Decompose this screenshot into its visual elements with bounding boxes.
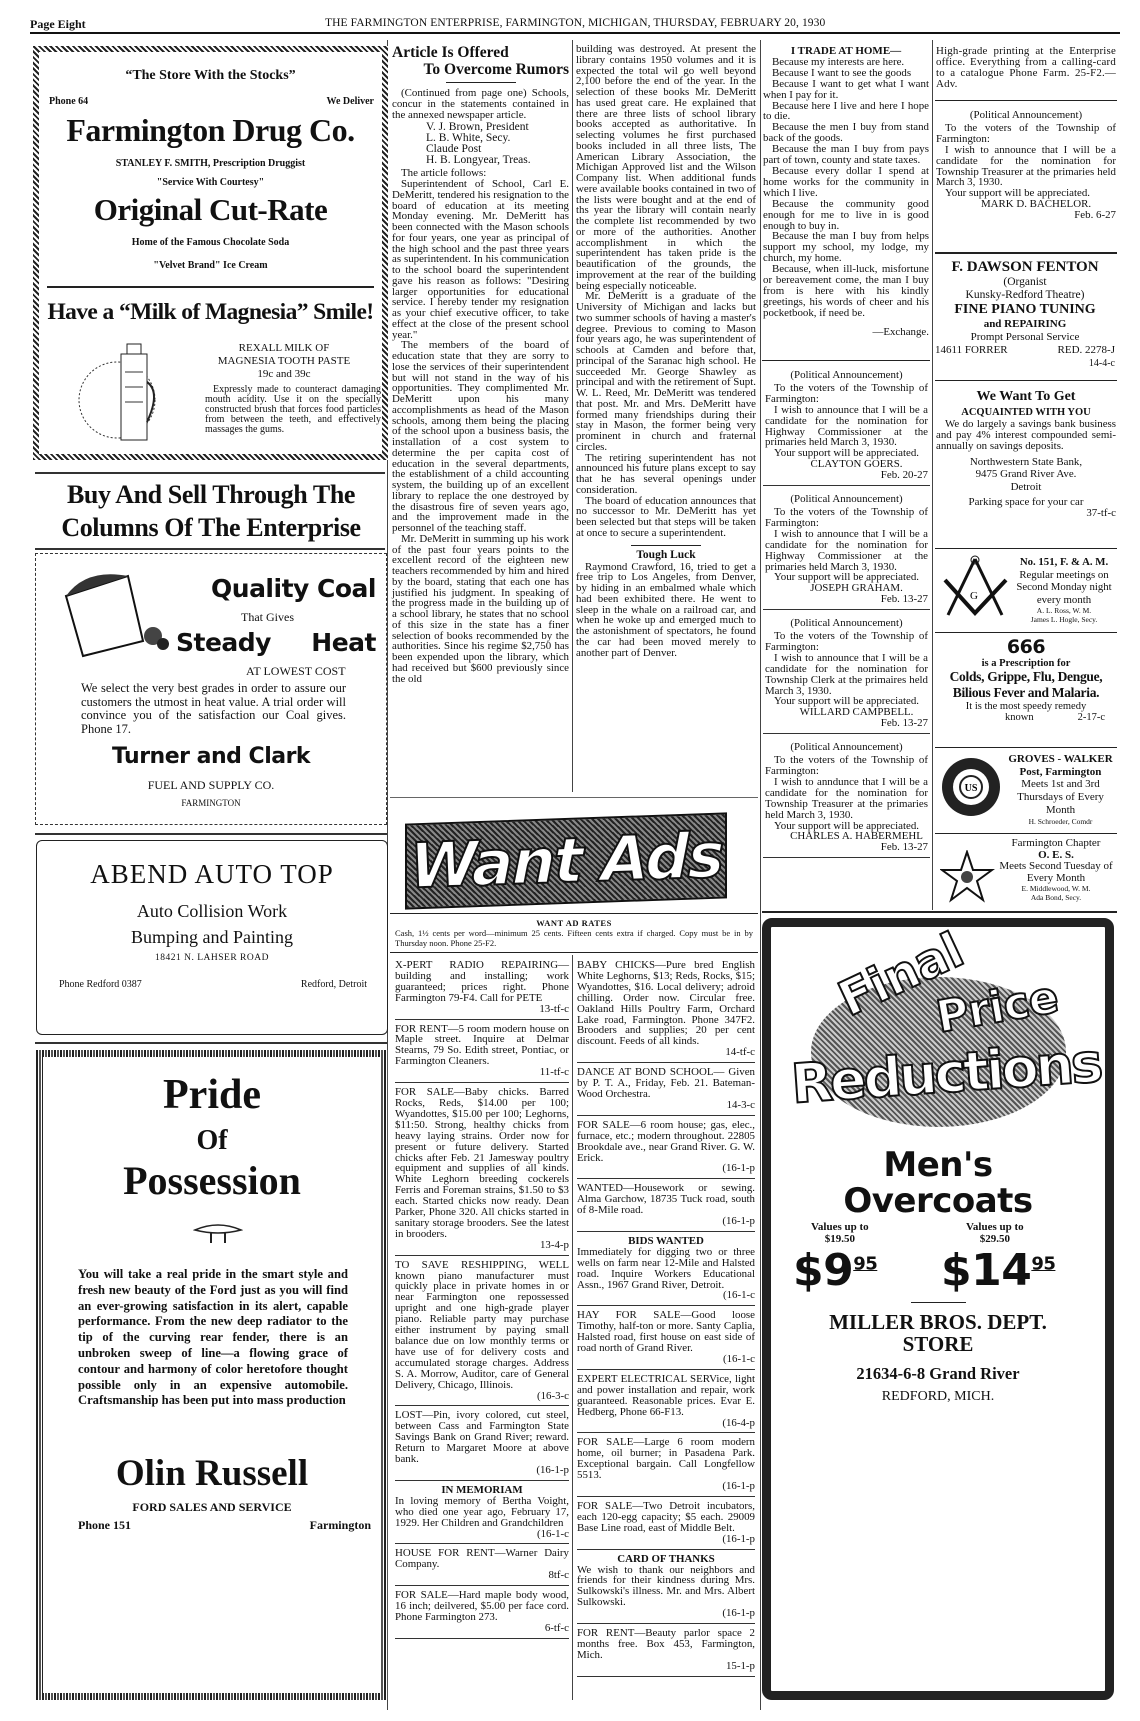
want-ads-title: Want Ads (409, 818, 723, 903)
quality-coal-heading: Quality Coal (211, 574, 376, 603)
secretary: Ada Bond, Secy. (1030, 893, 1082, 902)
signers (392, 122, 569, 166)
paragraph: The members of the board of education state that they are sorry to lose the services of their superintendent but will not stand in the way of his opportunities. They complimented Mr. DeMeritt upon his many accomplishments as head of the Mason schools, among them being the placing of the school upon a business basis, the installation of a cost system to determine the per capita cost of education in the several departments, the establishment of a child accounting system, the building up of an excellent library to replace the one destroyed by the disastrous fire of seven years ago, and the improvement made in the personnel of the teaching staff. (392, 339, 569, 534)
slogan: “The Store With the Stocks” (125, 68, 296, 83)
deliver-note: We Deliver (326, 96, 374, 107)
address: 18421 N. LAHSER ROAD (155, 953, 269, 963)
column-rule (932, 40, 933, 910)
want-ad (395, 1083, 569, 1256)
want-ad (577, 1306, 755, 1370)
candidate-name: CHARLES A. HABERMEHL (790, 830, 923, 843)
overcoat-sale-ad (762, 918, 1114, 1700)
divider (47, 286, 374, 288)
value-label: Values up to (811, 1221, 869, 1233)
meeting-schedule: Regular meetings on Second Monday night every month (1016, 568, 1112, 606)
salutation: To the voters of the Township of Farmington: (936, 121, 1116, 145)
secretary: James L. Hogle, Secy. (1030, 615, 1098, 624)
want-ad (395, 1544, 569, 1586)
article-column-2 (576, 44, 756, 658)
paragraph: Because the community good enough for me to live in is good enough to buy in. (763, 197, 929, 232)
chapter-name: Farmington Chapter (1011, 837, 1101, 849)
want-ad-text: LOST—Pin, ivory colored, cut steel, between Cass and Farmington State Savings Bank on Grand River; reward. Return to Margaret Moore at above bank. (395, 1409, 569, 1466)
price-word: Price (932, 971, 1062, 1044)
ford-description: You will take a real pride in the smart style and fresh new beauty of the Ford just as you will find an ever-growing satisfaction in its alert, capable performance. From the new deep radiator to the tip of the curving rear fender, there is an unbroken sweep of line—a flowing grace of contour and harmony of color heretofore thought possible only in an expensive automobile. Craftsmanship has been put into mass production (78, 1267, 348, 1408)
paragraph: Because I want to get what I want when I pay for it. (763, 77, 929, 101)
want-ad (395, 1256, 569, 1407)
want-ad (395, 1586, 569, 1639)
want-ad-code: (16-3-c (536, 1389, 569, 1402)
coal-ad (35, 553, 387, 825)
business-name: ABEND AUTO TOP (90, 859, 334, 889)
divider (762, 911, 1117, 913)
want-ads-banner (405, 812, 727, 909)
banner-line-2: Columns Of The Enterprise (61, 513, 361, 542)
tuning-service: FINE PIANO TUNING (954, 302, 1096, 317)
bank-address: 9475 Grand River Ave. (975, 468, 1077, 481)
signer: V. J. Brown, President (426, 121, 529, 134)
support-line: Your support will be appreciated. (774, 695, 919, 708)
meeting-schedule: Meets 1st and 3rd Thursdays of Every Month (1017, 778, 1104, 816)
salutation: To the voters of the Township of Farmington: (765, 381, 928, 405)
heat-heading: Heat (311, 628, 376, 657)
masthead-title: THE FARMINGTON ENTERPRISE, FARMINGTON, MICHIGAN, THURSDAY, FEBRUARY 20, 1930 (325, 17, 826, 29)
support-line: Your support will be appreciated. (774, 571, 919, 584)
divider (35, 833, 387, 835)
want-ad-code: (16-1-p (536, 1463, 569, 1476)
value-amount: $29.50 (979, 1233, 1010, 1245)
political-announcement (763, 486, 930, 610)
column-rule (760, 40, 761, 1710)
announcement-body: I wish to announce that I will be a candidate for the nomination for Highway Commissioner at the primaries held March 3, 1930. (765, 527, 928, 573)
announcement-date: Feb. 20-27 (880, 469, 928, 482)
divider (35, 548, 385, 550)
town: Redford, Detroit (300, 979, 367, 990)
supply-company: FUEL AND SUPPLY CO. (147, 778, 275, 792)
cut-rate-heading: Original Cut-Rate (93, 192, 328, 227)
paragraph: Because every dollar I spend at home works for the community in which I live. (763, 164, 929, 199)
product-name-2: MAGNESIA TOOTH PASTE (217, 355, 351, 367)
paragraph: Because the man I buy from pays part of town, county and state taxes. (763, 143, 929, 167)
want-ad-text: HAY FOR SALE—Good loose Timothy, half-ton or more. Santy Caplia, Halsted road, first house on east side of road north of Grand River. (577, 1309, 755, 1355)
announcement-heading: (Political Announcement) (790, 493, 903, 506)
overcoats-heading: Overcoats (843, 1181, 1033, 1221)
value-2 (966, 1221, 1024, 1245)
candidate-name: JOSEPH GRAHAM. (810, 582, 903, 595)
announcement-heading: (Political Announcement) (969, 109, 1083, 121)
want-ad-code: 13-tf-c (539, 1002, 569, 1015)
toothpaste-illustration (77, 342, 177, 452)
political-announcements (763, 362, 930, 858)
want-ad-text: FOR RENT—5 room modern house on Maple street. Inquire at Delmar Stearns, 79 So. Edith street, Pontiac, or Farmington Cleaners. (395, 1022, 569, 1068)
price-1 (793, 1245, 877, 1296)
phone: Phone Redford 0387 (59, 979, 142, 990)
want-ad-code: 13-4-p (539, 1238, 569, 1251)
bank-body: We do largely a savings bank business and pay 4% interest compounded semi-annually on savings deposits. (936, 418, 1116, 452)
want-ad-text: EXPERT ELECTRICAL SERVice, light and power installation and repair, work guaranteed. Reasonable prices. Evar E. Hedberg, Phone 66-F13. (577, 1372, 755, 1418)
value-1 (811, 1221, 869, 1245)
paragraph: Because, when ill-luck, misfortune or bereavement come, the man I buy from is here with his kindly greetings, his words of cheer and his pocketbook, if need be. (763, 263, 929, 319)
column-rule (572, 955, 573, 1700)
trade-lines (763, 57, 929, 319)
want-ad (395, 956, 569, 1020)
divider (935, 252, 1117, 254)
piano-tuning-ad (935, 258, 1115, 370)
support-line: Your support will be appreciated. (774, 819, 919, 832)
tuner-theatre: Kunsky-Redford Theatre) (965, 289, 1085, 301)
want-ad-code: 14-tf-c (725, 1046, 755, 1059)
want-ad-code: 15-1-p (725, 1659, 755, 1672)
announcement-heading: (Political Announcement) (790, 617, 903, 630)
remedy-ad (935, 636, 1117, 723)
want-ad-code: 8tf-c (548, 1569, 569, 1582)
service-line-2: Bumping and Painting (131, 927, 293, 947)
want-ad-text: We wish to thank our neighbors and friends for their kindness during Mrs. Sulkowski's illness. Mr. and Mrs. Albert Sulkowski. (577, 1563, 755, 1609)
auto-top-ad (36, 840, 388, 1035)
announcement-body: I wish to announce that I will be a candidate for the nomination for Highway Commissioner at the primaries held March 3, 1930. (765, 403, 928, 449)
bank-city: Detroit (1010, 480, 1042, 493)
of-heading: Of (196, 1125, 228, 1156)
remedy-ills-1: Colds, Grippe, Flu, Dengue, (949, 669, 1103, 684)
want-ad-text: FOR SALE—Large 6 room modern home, oil burner; in Pasadena Park. Exceptional bargain. Call Longfellow 5513. (577, 1436, 755, 1482)
want-ad-title: IN MEMORIAM (441, 1483, 523, 1496)
worthy-matron: E. Middlewood, W. M. (1021, 884, 1091, 893)
product-price: 19c and 39c (257, 368, 311, 380)
bank-ad (936, 388, 1116, 519)
divider (935, 833, 1117, 834)
want-ad-code: (16-1-c (722, 1353, 755, 1365)
masthead-rule (30, 32, 1120, 34)
firm-name: Turner and Clark (111, 744, 311, 769)
drug-store-ad (33, 46, 388, 460)
tough-luck-body: Raymond Crawford, 16, tried to get a free trip to Los Angeles, from Denver, by hiding in an embalmed whale which had been exhibited there. He went to sleep in the whale on a railroad car, and when he woke up and emerged much to the astonishment of spectators, he found the car had been moved merely to another part of Denver. (576, 560, 756, 659)
divider (35, 1042, 387, 1044)
want-ad (577, 1179, 755, 1232)
store-name-2: STORE (902, 1332, 974, 1356)
announcement-body: I wish to anndunce that I will be a candidate for the nomination for Township Treasurer at the primaries held March 3, 1930. (765, 775, 928, 821)
price-2 (941, 1245, 1055, 1296)
repair-service: and REPAIRING (983, 318, 1067, 330)
remedy-ills-2: Bilious Fever and Malaria. (952, 685, 1100, 700)
divider (935, 747, 1117, 748)
remedy-number: 666 (1006, 636, 1046, 658)
want-ad-text: In loving memory of Bertha Voight, who died one year ago, February 17, 1929. Her Children and Grandchildren (395, 1494, 569, 1529)
mens-heading: Men's (883, 1145, 993, 1185)
price-dollars: $14 (941, 1245, 1032, 1296)
soda-line: Home of the Famous Chocolate Soda (131, 237, 290, 248)
owner: STANLEY F. SMITH, Prescription Druggist (115, 158, 306, 169)
ice-cream-line: "Velvet Brand" Ice Cream (153, 260, 268, 271)
trade-source: —Exchange. (872, 325, 929, 338)
price-dollars: $9 (793, 1245, 854, 1296)
bachelor-announcement (936, 110, 1116, 221)
want-ad (577, 1433, 755, 1497)
article-body (392, 168, 569, 684)
commander: H. Schroeder, Comdr (1028, 816, 1093, 826)
parking-note: Parking space for your car (968, 496, 1084, 509)
want-ad (577, 956, 755, 1063)
paragraph: The article follows: (401, 167, 487, 180)
divider (390, 913, 758, 914)
coal-bag-illustration (58, 566, 173, 661)
want-ads-column-2 (577, 956, 755, 1677)
store-city: REDFORD, MICH. (881, 1389, 995, 1404)
product-info (189, 342, 379, 381)
remedy-speedy: It is the most speedy remedy (965, 701, 1087, 712)
salutation: To the voters of the Township of Farmington: (765, 630, 928, 653)
candidate-name: CLAYTON GOERS. (810, 458, 903, 471)
want-ad (395, 1020, 569, 1084)
political-announcement (763, 734, 930, 858)
reductions-word: Reductions (789, 1031, 1103, 1116)
want-ad-code: 6-tf-c (544, 1621, 569, 1634)
post-name: GROVES - WALKER (1008, 753, 1113, 765)
want-ad-code: (16-1-c (536, 1527, 569, 1540)
ad-code: 2-17-c (1077, 712, 1105, 723)
rates-text: Cash, 1½ cents per word—minimum 25 cents. Fifteen cents extra if charged. Copy must be in by Thursday noon. Phone 25-F2. (395, 928, 753, 948)
price-cents: 95 (1031, 1253, 1056, 1275)
eastern-star-emblem-icon (940, 850, 995, 905)
paragraph: Because here I live and here I hope to die. (763, 99, 929, 123)
paragraph: building was destroyed. At present the library contains 1950 volumes and it is expected the total wil go well beyond 2,100 before the end of the year. In the selection of these books Mr. DeMeritt has used great care. He explained that there are three lists of school library books accepted as authoritative. In selecting volumes he first purchased books included in all three lists, The American Library Association, the Michigan Approved list and the Wilson Company list. When additional funds were available books contained in two of the lists were bought and at the end of ths year the library will contain nearly the complete list recommended by two or more of the authorities. Another accomplishment in which the superintendent has taken pride is the beautification of the grounds, the improvement at the rear of the building being especially noticeable. (576, 43, 756, 292)
that-gives: That Gives (241, 610, 294, 624)
dealer-phone: Phone 151 (78, 1518, 132, 1532)
pride-heading: Pride (163, 1072, 261, 1118)
value-label: Values up to (966, 1221, 1024, 1233)
bank-subtitle: ACQUAINTED WITH YOU (961, 407, 1091, 418)
legion-post-notice (1003, 753, 1118, 826)
want-ad (577, 1116, 755, 1180)
remedy-line: is a Prescription for (981, 658, 1071, 669)
want-ad-text: HOUSE FOR RENT—Warner Dairy Company. (395, 1547, 569, 1571)
ad-code: 14-4-c (1088, 358, 1115, 369)
want-ad-title: BIDS WANTED (628, 1234, 704, 1247)
announcement-heading: (Political Announcement) (790, 369, 903, 381)
want-ad-code: (16-1-p (722, 1215, 755, 1228)
want-ad-text: X-PERT RADIO REPAIRING— building and installing; work guaranteed; prices right. Phone Farmington 79-F4. Call for PETE (395, 959, 569, 1004)
want-ad-text: TO SAVE RESHIPPING, WELL known piano manufacturer must quickly place in private homes in or near Farmington one repossessed upright and one high-grade player piano. Reliable party may purchase either instrument by paying small balance due on low monthly terms or have use of for delivery costs and accumulated storage charges. Address S. A. Morrow, Auditor, care of General Delivery, Chicago, Illinois. (395, 1258, 569, 1391)
signer: H. B. Longyear, Treas. (426, 154, 531, 167)
announcement-body: I wish to announce that I will be a candidate for the nomination for Township Treasurer at the primaries held March 3, 1930. (936, 143, 1116, 189)
lodge-name: No. 151, F. & A. M. (1019, 556, 1109, 568)
paragraph: Because the man I buy from helps support my school, my lodge, my church, my home. (763, 230, 929, 265)
announcement-date: Feb. 13-27 (880, 717, 928, 730)
product-name-1: REXALL MILK OF (238, 342, 330, 354)
divider (911, 1302, 966, 1303)
article-headline-1: Article Is Offered (392, 44, 509, 61)
want-ad-text: FOR SALE—6 room house; gas, elec., furnace, etc.; modern throughout. 22805 Brookdale ave., near Grand River. G. W. Erick. (577, 1118, 755, 1164)
want-ad (577, 1063, 755, 1116)
divider (935, 380, 1117, 381)
want-ad-text: FOR SALE—Hard maple body wood, 16 inch; deilvered, $5.00 per face cord. Phone Farmington 273. (395, 1589, 569, 1623)
want-ad (577, 1550, 755, 1624)
buy-sell-banner (35, 478, 387, 544)
want-ad (577, 1497, 755, 1550)
paragraph: Mr. DeMeritt in summing up his work of the past four years points to the excellent record of the eighteen new teachers recommended by him and hired by the board, stating that each one has justified his judgment. In speaking of the progress made in the building up of a school library, he states that no school of this size in the state has a finer selection of books recommended by the authorities. Since his regime $2,750 has been expended upon the library, which had received but $600 previously since the old (392, 532, 569, 685)
steady-heading: Steady (176, 628, 271, 657)
political-announcement (763, 610, 930, 734)
political-announcement (763, 362, 930, 486)
divider (390, 952, 758, 953)
want-ad-text: DANCE AT BOND SCHOOL— Given by P. T. A., Friday, Feb. 21. Bateman-Wood Orchestra. (577, 1066, 755, 1100)
want-ad-text: WANTED—Housework or sewing. Alma Garchow, 18735 Tuck road, south of 8-Mile road. (577, 1182, 755, 1217)
tuner-role: (Organist (1003, 276, 1047, 288)
salutation: To the voters of the Township of Farmington: (765, 505, 928, 529)
product-description: Expressly made to counteract damaging mouth acidity. Use it on the specially constructed brush that forces food particles from between the teeth, and effectively massages the gums. (205, 384, 381, 435)
paragraph: Because the men I buy from stand back of the goods. (763, 121, 929, 145)
want-ad-text: Immediately for digging two or three wells on farm near 12-Mile and Halsted road. Inquire Workers Educational Assn., 1967 Grand River, Detroit. (577, 1245, 755, 1291)
town: FARMINGTON (181, 798, 241, 808)
tuner-name: F. DAWSON FENTON (951, 259, 1099, 275)
want-ad-text: FOR SALE—Baby chicks. Barred Rocks, Reds, $14.00 per 100; Wyandottes, $15.00 per 100; Leghorns, $11:50. Strong, healthy chicks from heavy laying strains. Order now for present or future delivery. Started chicks after Feb. 21 Jamesway poultry equipment and supplies of all kinds. White Leghorn breeding cockerels Ferris and Foreman strains, $1.50 to $3 each. Started chicks now ready. Dean Parker, Phone 320. All chicks started in sanitary storage brooders. See the latest in brooders. (395, 1086, 569, 1240)
ford-ad (36, 1050, 388, 1700)
candidate-name: WILLARD CAMPBELL. (799, 706, 914, 719)
column-rule (572, 40, 573, 792)
remedy-known: known (1005, 712, 1034, 723)
want-ads-column-1 (395, 956, 569, 1639)
worshipful-master: A. L. Ross, W. M. (1036, 606, 1092, 615)
price-cents: 95 (853, 1253, 878, 1275)
announcement-date: Feb. 13-27 (880, 593, 928, 606)
phone: Phone 64 (49, 96, 89, 107)
want-ad-code: (16-1-p (722, 1480, 755, 1493)
divider (390, 797, 758, 798)
printing-notice: High-grade printing at the Enterprise office. Everything from a calling-card to a catalogue Phone Farm. 25-F2.—Adv. (936, 45, 1116, 90)
want-ad (395, 1481, 569, 1545)
bank-name: Northwestern State Bank, (969, 455, 1083, 468)
paragraph: The retiring superintendent has not announced his future plans except to say that he has several openings under consideration. (576, 451, 756, 496)
divider (35, 472, 385, 474)
bank-title: We Want To Get (976, 389, 1076, 404)
oes-chapter-notice (995, 838, 1117, 902)
masonic-lodge-notice (1010, 556, 1118, 624)
rates-title: WANT AD RATES (536, 918, 612, 928)
announcement-date: Feb. 13-27 (880, 841, 928, 854)
want-ad (395, 1406, 569, 1480)
tuner-address: 14611 FORRER (935, 344, 1008, 356)
want-ad (577, 1624, 755, 1677)
chapter-abbrev: O. E. S. (1038, 848, 1074, 861)
ad-code: 37-tf-c (1086, 507, 1116, 520)
paragraph: Because I want to see the goods (772, 66, 912, 79)
want-ad-text: FOR RENT—Beauty parlor space 2 months free. Box 453, Farmington, Mich. (577, 1627, 755, 1661)
final-word: Final (830, 922, 972, 1028)
announcement-date: Feb. 6-27 (1074, 209, 1116, 222)
want-ad-code: (16-1-p (722, 1532, 755, 1545)
article-body (576, 291, 756, 538)
page-number: Page Eight (30, 17, 86, 31)
meeting-schedule: Meets Second Tuesday of Every Month (999, 860, 1113, 884)
candidate-name: MARK D. BACHELOR. (980, 198, 1092, 211)
want-ad-title: CARD OF THANKS (617, 1552, 715, 1565)
trade-title: I TRADE AT HOME— (790, 45, 902, 57)
want-ad (577, 1232, 755, 1306)
support-line: Your support will be appreciated. (774, 447, 919, 460)
want-ad-code: (16-1-p (722, 1162, 755, 1175)
article-headline-2: To Overcome Rumors (423, 61, 569, 78)
store-name: MILLER BROS. DEPT. (829, 1310, 1047, 1334)
svg-text:US: US (964, 783, 978, 794)
want-ad-code: 11-tf-c (539, 1066, 569, 1079)
square-compass-emblem-icon (940, 555, 1010, 620)
article-column-1 (392, 44, 569, 684)
article-intro: (Continued from page one) Schools, concur in the statements contained in the annexed newspaper article. (392, 87, 569, 121)
salutation: To the voters of the Township of Farmington: (765, 754, 928, 777)
paragraph: Mr. DeMeritt is a graduate of the University of Michigan and lacks but two summer schools of having a master's degree. Previous to coming to Mason four years ago, he was superintendent of schools at Camden and before that, principal of the Saranac high school. He succeeded Mr. George Shawley as principal and with the retirement of Supt. W. L. Reed, Mr. DeMeritt was tendered that post. Mr. and Mrs. DeMeritt have formed many friendships during their stay in Mason, the former being very prominent in church and fraternal circles. (576, 290, 756, 453)
prompt-service: Prompt Personal Service (970, 331, 1080, 343)
magnesia-heading: Have a “Milk of Magnesia” Smile! (47, 299, 374, 325)
paragraph: Because my interests are here. (772, 55, 905, 68)
paragraph: Superintendent of School, Carl E. DeMeritt, tendered his resignation to the board of education at its meeting Monday evening. Mr. DeMeritt has been connected with the Mason schools for four years, one year as principal of the high school and the past three years as superintendent. In his communication to the school board the superintendent gave his reason as follows: "Desiring larger opportunities for educational service. I hereby tender my resignation as your chief executive officer, to take effect at the close of the present school year." (392, 178, 569, 341)
banner-line-1: Buy And Sell Through The (66, 480, 356, 509)
legion-emblem-icon (940, 756, 1002, 818)
divider (935, 548, 1117, 549)
coal-description: We select the very best grades in order to assure our customers the utmost in heat value. A trial order will convince you of the satisfaction our Coal gives. Phone 17. (81, 681, 346, 736)
trade-at-home (763, 46, 929, 338)
want-ad-code: 14-3-c (726, 1098, 755, 1111)
paragraph: The board of education announces that no successor to Mr. DeMeritt has yet been selected but that steps will be taken at once to secure a superintendent. (576, 494, 756, 539)
tough-luck-headline: Tough Luck (636, 548, 696, 561)
want-ad-text: BABY CHICKS—Pure bred English White Leghorns, $13; Reds, Rocks, $15; Wyandottes, $16. Local delivery; adroid chilling. Order now. Circular free. Oakland Hills Poultry Farm, Orchard Lake road, Farmington. Phone 347F2. Brooders and supplies; 20 per cent discount. Feeds of all kinds. (577, 959, 755, 1048)
dealer-service: FORD SALES AND SERVICE (132, 1500, 292, 1514)
value-amount: $19.50 (824, 1233, 855, 1245)
want-ad-code: (16-1-p (722, 1607, 755, 1620)
dealer-name: Olin Russell (115, 1453, 309, 1494)
divider (762, 360, 930, 361)
divider (935, 100, 1117, 101)
store-address: 21634-6-8 Grand River (856, 1364, 1020, 1383)
post-town: Post, Farmington (1019, 765, 1102, 778)
want-ad (577, 1370, 755, 1434)
divider (935, 632, 1117, 633)
service-line-1: Auto Collision Work (136, 901, 288, 921)
want-ad-code: (16-4-p (722, 1416, 755, 1429)
announcement-body: I wish to announce that I will be a candidate for the nomination for Township Clerk at the primaires held March 3, 1930. (765, 651, 928, 697)
tuner-phone: RED. 2278-J (1057, 344, 1115, 356)
announcement-heading: (Political Announcement) (790, 741, 903, 754)
lowest-cost: AT LOWEST COST (246, 664, 346, 678)
support-line: Your support will be appreciated. (945, 187, 1090, 200)
dealer-town: Farmington (309, 1518, 371, 1532)
ornament-icon (193, 1222, 243, 1244)
possession-heading: Possession (123, 1158, 301, 1203)
signer: L. B. White, Secy. (426, 132, 511, 145)
signer: Claude Post (426, 143, 482, 156)
want-ad-text: FOR SALE—Two Detroit incubators, each 120-egg capacity; $5 each. 29009 Base Line road, east of Middle Belt. (577, 1499, 755, 1534)
svg-text:G: G (970, 590, 978, 602)
store-name: Farmington Drug Co. (66, 112, 355, 148)
want-ad-code: (16-1-c (722, 1289, 755, 1302)
motto: "Service With Courtesy" (156, 177, 265, 188)
